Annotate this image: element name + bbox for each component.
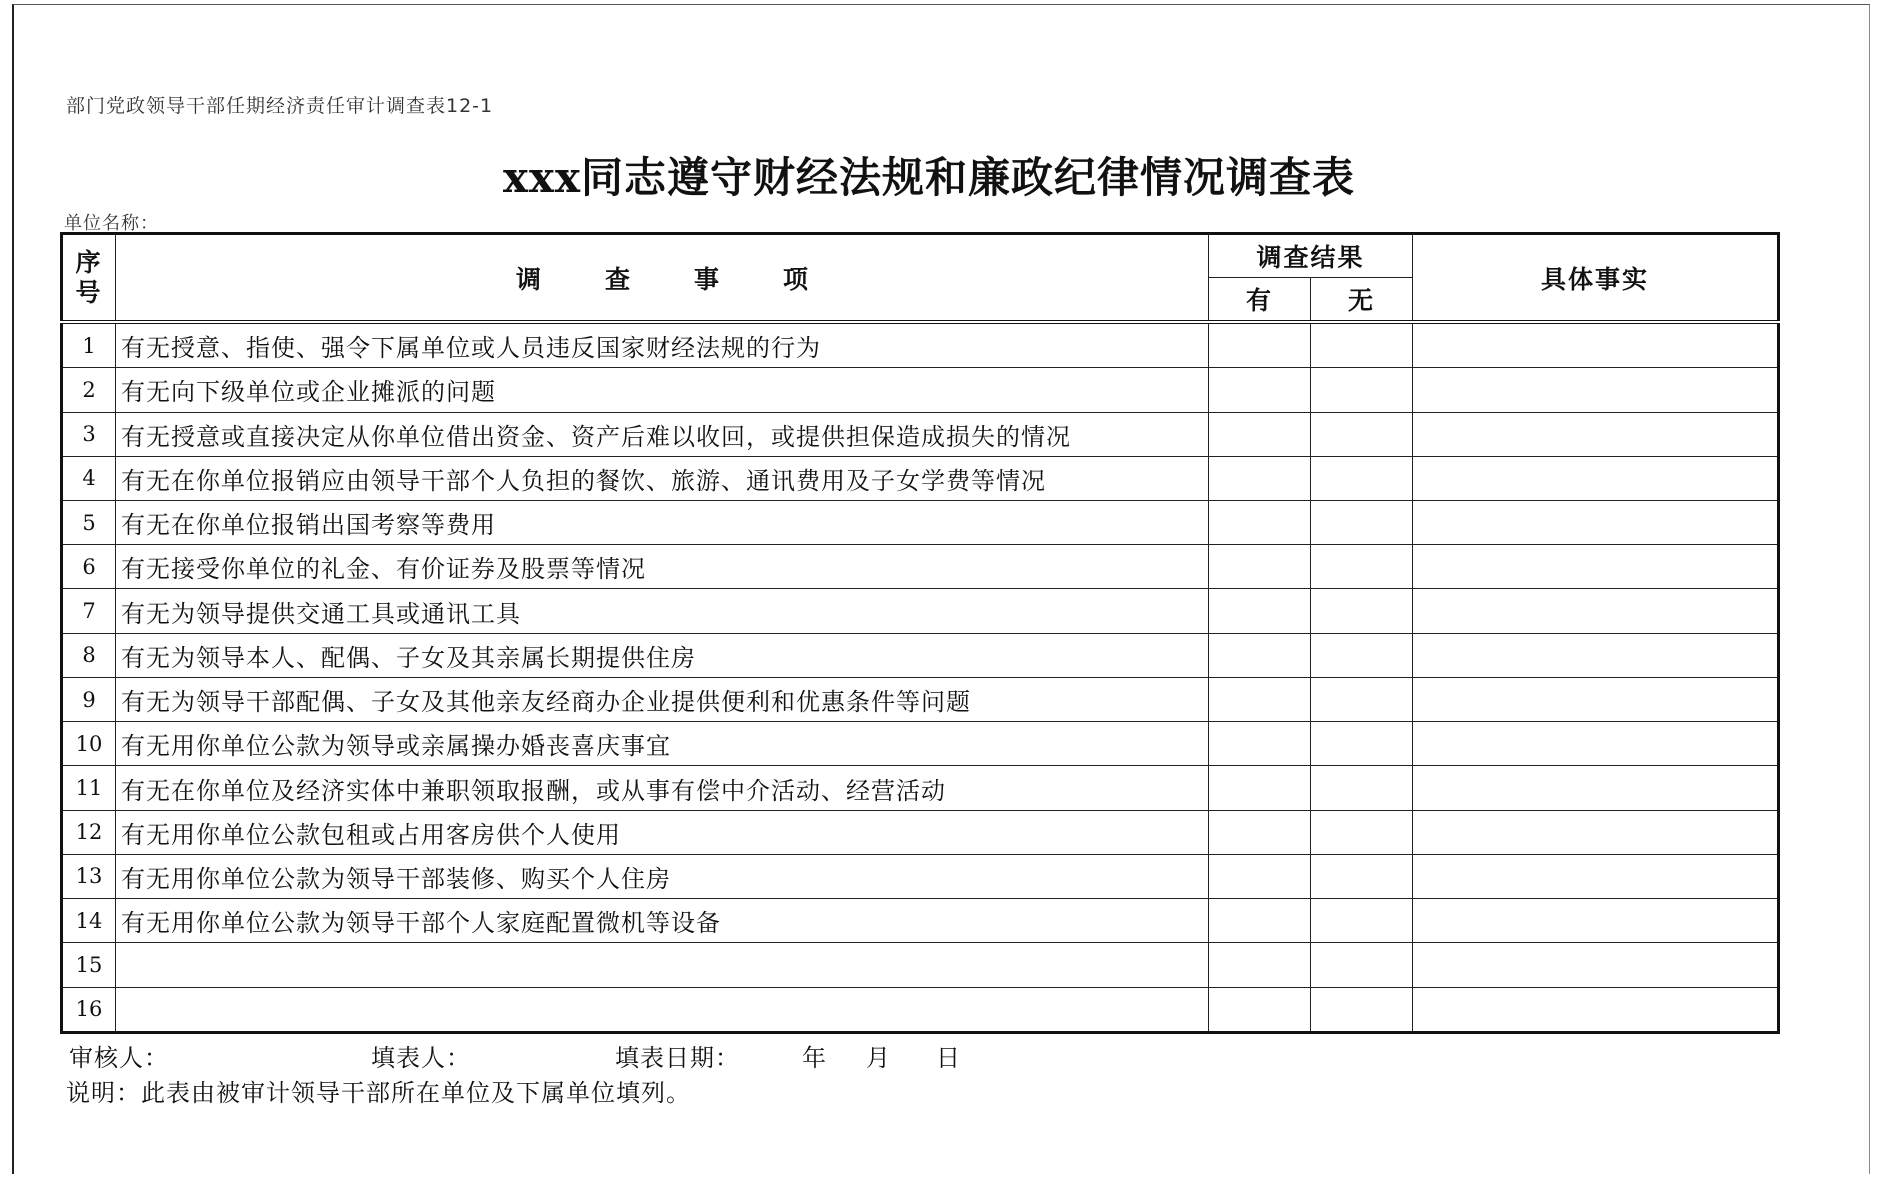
row-item: 有无在你单位及经济实体中兼职领取报酬，或从事有偿中介活动、经营活动 [116, 766, 1209, 810]
item-header-char: 事 [694, 264, 720, 294]
table-row [62, 545, 1779, 589]
row-no-cell [1311, 368, 1413, 412]
table-row [62, 500, 1779, 544]
row-item: 有无用你单位公款为领导干部装修、购买个人住房 [116, 854, 1209, 898]
row-seq: 8 [62, 633, 116, 677]
document-sheet [12, 4, 1870, 1174]
table-row [62, 766, 1779, 810]
table-row [62, 633, 1779, 677]
row-item: 有无在你单位报销出国考察等费用 [116, 500, 1209, 544]
row-no-cell [1311, 899, 1413, 943]
row-yes-cell [1209, 545, 1311, 589]
survey-table [60, 232, 1780, 1034]
row-fact-cell [1413, 722, 1779, 766]
row-yes-cell [1209, 854, 1311, 898]
item-header-char: 查 [604, 264, 630, 294]
row-seq: 7 [62, 589, 116, 633]
unit-name-label: 单位名称： [64, 213, 159, 234]
row-fact-cell [1413, 766, 1779, 810]
row-no-cell [1311, 456, 1413, 500]
row-yes-cell [1209, 722, 1311, 766]
row-seq: 11 [62, 766, 116, 810]
no-header: 无 [1311, 278, 1413, 323]
table-row [62, 899, 1779, 943]
table-row [62, 368, 1779, 412]
row-yes-cell [1209, 412, 1311, 456]
row-fact-cell [1413, 545, 1779, 589]
row-no-cell [1311, 766, 1413, 810]
row-item: 有无为领导干部配偶、子女及其他亲友经商办企业提供便利和优惠条件等问题 [116, 677, 1209, 721]
row-no-cell [1311, 987, 1413, 1032]
row-yes-cell [1209, 368, 1311, 412]
row-fact-cell [1413, 987, 1779, 1032]
row-seq: 6 [62, 545, 116, 589]
row-no-cell [1311, 854, 1413, 898]
reviewer-label: 审核人： [69, 1044, 169, 1072]
row-seq: 4 [62, 456, 116, 500]
row-seq: 12 [62, 810, 116, 854]
row-yes-cell [1209, 899, 1311, 943]
row-yes-cell [1209, 589, 1311, 633]
row-fact-cell [1413, 589, 1779, 633]
table-row [62, 322, 1779, 368]
table-row [62, 987, 1779, 1032]
fact-header: 具体事实 [1413, 234, 1779, 323]
row-yes-cell [1209, 633, 1311, 677]
row-fact-cell [1413, 943, 1779, 987]
date-label: 填表日期： [615, 1044, 740, 1072]
row-seq: 10 [62, 722, 116, 766]
row-seq: 14 [62, 899, 116, 943]
row-no-cell [1311, 545, 1413, 589]
row-item: 有无在你单位报销应由领导干部个人负担的餐饮、旅游、通讯费用及子女学费等情况 [116, 456, 1209, 500]
row-yes-cell [1209, 677, 1311, 721]
table-row [62, 456, 1779, 500]
row-no-cell [1311, 943, 1413, 987]
date-day: 日 [936, 1044, 961, 1072]
row-seq: 5 [62, 500, 116, 544]
item-header-char: 调 [515, 264, 541, 294]
row-item: 有无授意或直接决定从你单位借出资金、资产后难以收回，或提供担保造成损失的情况 [116, 412, 1209, 456]
row-item: 有无为领导提供交通工具或通讯工具 [116, 589, 1209, 633]
table-row [62, 943, 1779, 987]
row-item: 有无用你单位公款包租或占用客房供个人使用 [116, 810, 1209, 854]
item-header [116, 234, 1209, 323]
row-yes-cell [1209, 322, 1311, 368]
row-fact-cell [1413, 677, 1779, 721]
table-row [62, 810, 1779, 854]
seq-header: 序号 [62, 234, 116, 323]
row-item: 有无向下级单位或企业摊派的问题 [116, 368, 1209, 412]
row-seq: 3 [62, 412, 116, 456]
row-yes-cell [1209, 987, 1311, 1032]
row-no-cell [1311, 633, 1413, 677]
row-seq: 2 [62, 368, 116, 412]
survey-rows [62, 322, 1779, 1033]
row-no-cell [1311, 810, 1413, 854]
row-yes-cell [1209, 500, 1311, 544]
table-row [62, 589, 1779, 633]
item-header-char: 项 [783, 264, 809, 294]
row-fact-cell [1413, 899, 1779, 943]
row-seq: 13 [62, 854, 116, 898]
document-title: xxx同志遵守财经法规和廉政纪律情况调查表 [502, 153, 1356, 202]
date-month: 月 [866, 1044, 891, 1072]
row-fact-cell [1413, 854, 1779, 898]
row-no-cell [1311, 722, 1413, 766]
row-fact-cell [1413, 368, 1779, 412]
table-row [62, 412, 1779, 456]
row-item: 有无为领导本人、配偶、子女及其亲属长期提供住房 [116, 633, 1209, 677]
row-seq: 1 [62, 322, 116, 368]
row-no-cell [1311, 677, 1413, 721]
row-seq: 16 [62, 987, 116, 1032]
row-no-cell [1311, 412, 1413, 456]
row-no-cell [1311, 589, 1413, 633]
row-yes-cell [1209, 456, 1311, 500]
table-row [62, 854, 1779, 898]
row-fact-cell [1413, 322, 1779, 368]
row-fact-cell [1413, 633, 1779, 677]
row-yes-cell [1209, 943, 1311, 987]
row-item [116, 987, 1209, 1032]
row-yes-cell [1209, 810, 1311, 854]
row-seq: 15 [62, 943, 116, 987]
filler-label: 填表人： [371, 1044, 471, 1072]
table-row [62, 722, 1779, 766]
row-item: 有无接受你单位的礼金、有价证券及股票等情况 [116, 545, 1209, 589]
result-header: 调查结果 [1209, 234, 1413, 278]
date-year: 年 [802, 1044, 827, 1072]
row-fact-cell [1413, 456, 1779, 500]
row-item: 有无授意、指使、强令下属单位或人员违反国家财经法规的行为 [116, 322, 1209, 368]
table-row [62, 677, 1779, 721]
row-item: 有无用你单位公款为领导干部个人家庭配置微机等设备 [116, 899, 1209, 943]
row-item [116, 943, 1209, 987]
row-yes-cell [1209, 766, 1311, 810]
row-item: 有无用你单位公款为领导或亲属操办婚丧喜庆事宜 [116, 722, 1209, 766]
row-fact-cell [1413, 500, 1779, 544]
footnote: 说明：此表由被审计领导干部所在单位及下属单位填列。 [66, 1079, 691, 1107]
row-fact-cell [1413, 412, 1779, 456]
row-no-cell [1311, 500, 1413, 544]
row-fact-cell [1413, 810, 1779, 854]
document-code: 部门党政领导干部任期经济责任审计调查表12-1 [66, 95, 494, 117]
row-seq: 9 [62, 677, 116, 721]
row-no-cell [1311, 322, 1413, 368]
yes-header: 有 [1209, 278, 1311, 323]
